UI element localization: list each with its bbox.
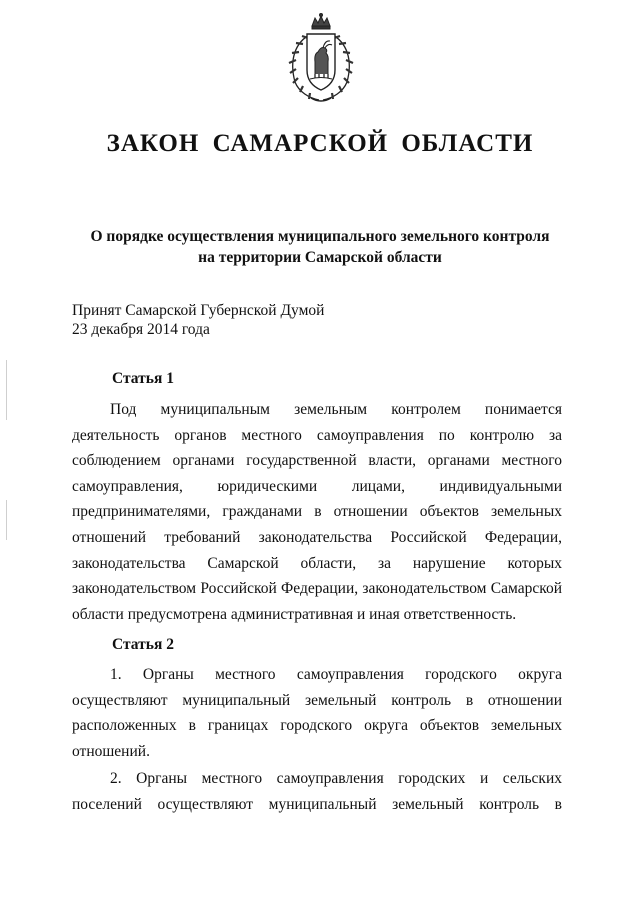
paragraph-line: 1. Органы местного самоуправления городского округа (110, 666, 562, 683)
paragraph-line: законодательством Российской Федерации, законодательством Самарской (72, 580, 562, 598)
paragraph-line: расположенных в границах городского округа объектов земельных (72, 717, 562, 735)
paragraph-line: осуществляют муниципальный земельный контроль в отношении (72, 691, 562, 709)
paragraph-line: самоуправления, юридическими лицами, индивидуальными (72, 477, 562, 495)
paragraph-line: Под муниципальным земельным контролем понимается (110, 401, 562, 418)
article-2-paragraph-1 (72, 662, 562, 764)
scan-margin-mark (6, 500, 7, 540)
adoption-note (72, 301, 324, 339)
paragraph-line: отношений. (72, 742, 150, 760)
paragraph-line: деятельность органов местного самоуправления по контролю за (72, 426, 562, 444)
article-1-paragraph (72, 397, 562, 627)
article-2-heading: Статья 2 (112, 636, 174, 653)
law-subject-line-1: О порядке осуществления муниципального земельного контроля (90, 228, 550, 245)
paragraph-line: поселений осуществляют муниципальный земельный контроль в (72, 795, 562, 813)
paragraph-line: предпринимателями, гражданами в отношении объектов земельных (72, 503, 562, 521)
law-subject-line-2: на территории Самарской области (198, 249, 442, 266)
law-title: ЗАКОН САМАРСКОЙ ОБЛАСТИ (106, 130, 534, 157)
samara-coat-of-arms-icon (281, 12, 361, 104)
article-1-heading: Статья 1 (112, 370, 174, 387)
scan-margin-mark (6, 360, 7, 420)
paragraph-line: законодательства Самарской области, за нарушение которых (72, 554, 562, 572)
paragraph-line: соблюдением органами государственной власти, органами местного (72, 452, 562, 470)
paragraph-line: области предусмотрена административная и иная ответственность. (72, 605, 517, 623)
adoption-date: 23 декабря 2014 года (72, 321, 210, 338)
paragraph-line: 2. Органы местного самоуправления городских и сельских (110, 770, 562, 787)
paragraph-line: отношений требований законодательства Российской Федерации, (72, 528, 562, 546)
article-2-paragraph-2 (72, 766, 562, 817)
adoption-body: Принят Самарской Губернской Думой (72, 302, 325, 319)
law-subject (0, 226, 640, 268)
